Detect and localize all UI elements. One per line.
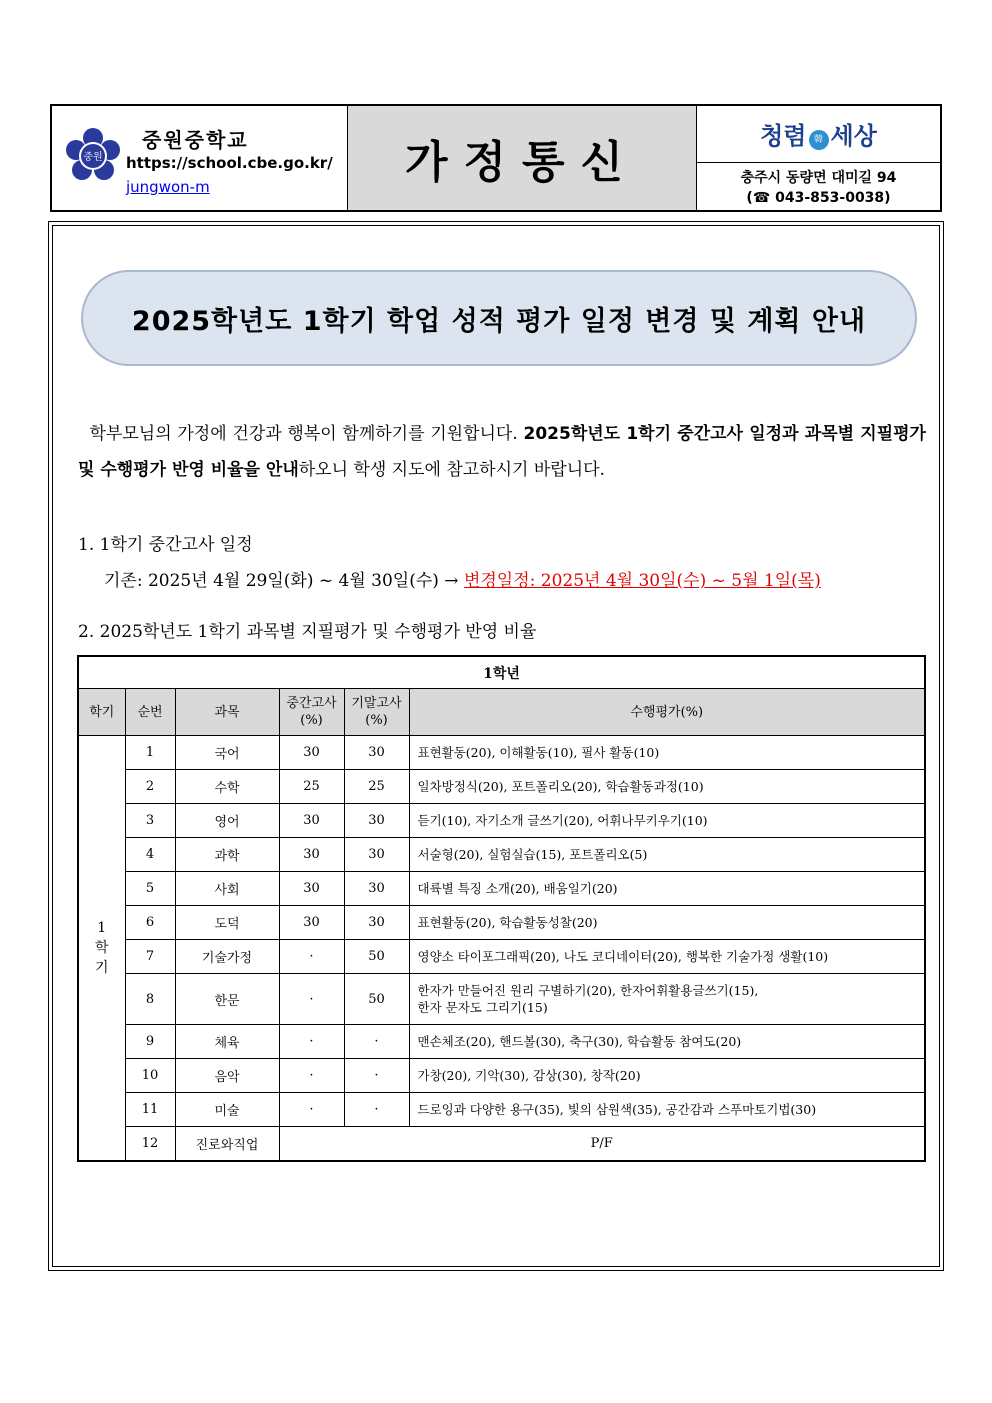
row-perf: 맨손체조(20), 핸드볼(30), 축구(30), 학습활동 참여도(20) — [409, 1025, 925, 1059]
row-mid: · — [279, 974, 344, 1025]
row-subject: 사회 — [175, 872, 279, 906]
document-title: 가정통신 — [404, 137, 639, 188]
col-term: 학기 — [78, 689, 125, 736]
row-fin: · — [344, 1093, 409, 1127]
row-mid: · — [279, 1025, 344, 1059]
row-no: 4 — [125, 838, 175, 872]
contact-cell — [697, 106, 940, 210]
row-fin: 50 — [344, 974, 409, 1025]
row-no: 2 — [125, 770, 175, 804]
row-no: 10 — [125, 1059, 175, 1093]
row-perf: 가창(20), 기악(30), 감상(30), 창작(20) — [409, 1059, 925, 1093]
row-perf: 서술형(20), 실험실습(15), 포트폴리오(5) — [409, 838, 925, 872]
row-perf: 일차방정식(20), 포트폴리오(20), 학습활동과정(10) — [409, 770, 925, 804]
row-no: 5 — [125, 872, 175, 906]
school-name: 중원중학교 — [142, 128, 249, 152]
evaluation-table — [77, 655, 926, 1162]
row-mid: 30 — [279, 906, 344, 940]
row-subject: 수학 — [175, 770, 279, 804]
original-schedule: 기존: 2025년 4월 29일(화) ~ 4월 30일(수) → — [104, 571, 464, 591]
row-mid: 30 — [279, 736, 344, 770]
row-no: 1 — [125, 736, 175, 770]
school-id-link[interactable]: jungwon-m — [126, 178, 210, 196]
school-address — [697, 168, 940, 208]
row-subject: 진로와직업 — [175, 1127, 279, 1162]
section-1-heading: 1. 1학기 중간고사 일정 — [78, 535, 253, 555]
term-cell: 1 학 기 — [78, 736, 125, 1162]
title-cell — [348, 106, 697, 210]
row-no: 6 — [125, 906, 175, 940]
row-no: 3 — [125, 804, 175, 838]
row-mid: · — [279, 1059, 344, 1093]
row-subject: 미술 — [175, 1093, 279, 1127]
exam-schedule — [104, 566, 821, 591]
title-banner — [81, 270, 917, 366]
intro-bold: 2025학년도 1학기 중간고사 일정과 과목별 지필평가 및 수행평가 반영 비율을 안내 — [78, 424, 926, 480]
changed-schedule: 변경일정: 2025년 4월 30일(수) ~ 5월 1일(목) — [463, 571, 821, 591]
row-pass-fail: P/F — [279, 1127, 925, 1162]
row-no: 12 — [125, 1127, 175, 1162]
row-subject: 영어 — [175, 804, 279, 838]
banner-title: 2025학년도 1학기 학업 성적 평가 일정 변경 및 계획 안내 — [131, 305, 867, 337]
intro-text-2: 하오니 학생 지도에 참고하시기 바랍니다. — [298, 460, 605, 480]
row-fin: 30 — [344, 736, 409, 770]
row-mid: 30 — [279, 838, 344, 872]
phone-line: (☎ 043-853-0038) — [746, 190, 891, 206]
row-fin: 30 — [344, 804, 409, 838]
row-no: 11 — [125, 1093, 175, 1127]
emblem-text: 중원 — [83, 152, 103, 163]
slogan-left: 청렴 — [760, 121, 807, 150]
row-fin: 25 — [344, 770, 409, 804]
row-subject: 과학 — [175, 838, 279, 872]
school-emblem-icon — [66, 128, 120, 182]
row-subject: 국어 — [175, 736, 279, 770]
row-subject: 음악 — [175, 1059, 279, 1093]
grade-title: 1학년 — [78, 656, 925, 689]
row-fin: 30 — [344, 872, 409, 906]
row-fin: 30 — [344, 906, 409, 940]
col-final: 기말고사 (%) — [344, 689, 409, 736]
row-subject: 도덕 — [175, 906, 279, 940]
col-no: 순번 — [125, 689, 175, 736]
row-fin: 30 — [344, 838, 409, 872]
col-performance: 수행평가(%) — [409, 689, 925, 736]
row-no: 7 — [125, 940, 175, 974]
row-perf: 표현활동(20), 이해활동(10), 필사 활동(10) — [409, 736, 925, 770]
row-subject: 기술가정 — [175, 940, 279, 974]
section-2-heading: 2. 2025학년도 1학기 과목별 지필평가 및 수행평가 반영 비율 — [78, 622, 537, 642]
col-subject: 과목 — [175, 689, 279, 736]
row-subject: 한문 — [175, 974, 279, 1025]
row-perf: 대륙별 특징 소개(20), 배움일기(20) — [409, 872, 925, 906]
row-mid: · — [279, 940, 344, 974]
row-mid: 30 — [279, 804, 344, 838]
row-mid: 30 — [279, 872, 344, 906]
row-perf: 영양소 타이포그래픽(20), 나도 코디네이터(20), 행복한 기술가정 생활(10) — [409, 940, 925, 974]
row-perf: 한자가 만들어진 원리 구별하기(20), 한자어휘활용글쓰기(15), 한자 문자도 그리기(15) — [409, 974, 925, 1025]
row-fin: · — [344, 1025, 409, 1059]
col-midterm: 중간고사 (%) — [279, 689, 344, 736]
row-subject: 체육 — [175, 1025, 279, 1059]
address-line: 충주시 동량면 대미길 94 — [740, 170, 897, 186]
intro-text-1: 학부모님의 가정에 건강과 행복이 함께하기를 기원합니다. — [89, 424, 524, 444]
slogan-badge-icon: 韓 — [809, 130, 829, 150]
intro-paragraph — [78, 416, 926, 488]
row-no: 9 — [125, 1025, 175, 1059]
slogan-logo — [697, 112, 940, 163]
row-mid: 25 — [279, 770, 344, 804]
row-perf: 듣기(10), 자기소개 글쓰기(20), 어휘나무키우기(10) — [409, 804, 925, 838]
row-mid: · — [279, 1093, 344, 1127]
slogan-right: 세상 — [830, 121, 877, 150]
school-info — [52, 106, 348, 210]
school-url[interactable]: https://school.cbe.go.kr/ — [126, 154, 333, 172]
row-perf: 드로잉과 다양한 용구(35), 빛의 삼원색(35), 공간감과 스푸마토기법(30) — [409, 1093, 925, 1127]
row-perf: 표현활동(20), 학습활동성찰(20) — [409, 906, 925, 940]
letter-header — [50, 104, 942, 212]
row-fin: 50 — [344, 940, 409, 974]
row-fin: · — [344, 1059, 409, 1093]
row-no: 8 — [125, 974, 175, 1025]
